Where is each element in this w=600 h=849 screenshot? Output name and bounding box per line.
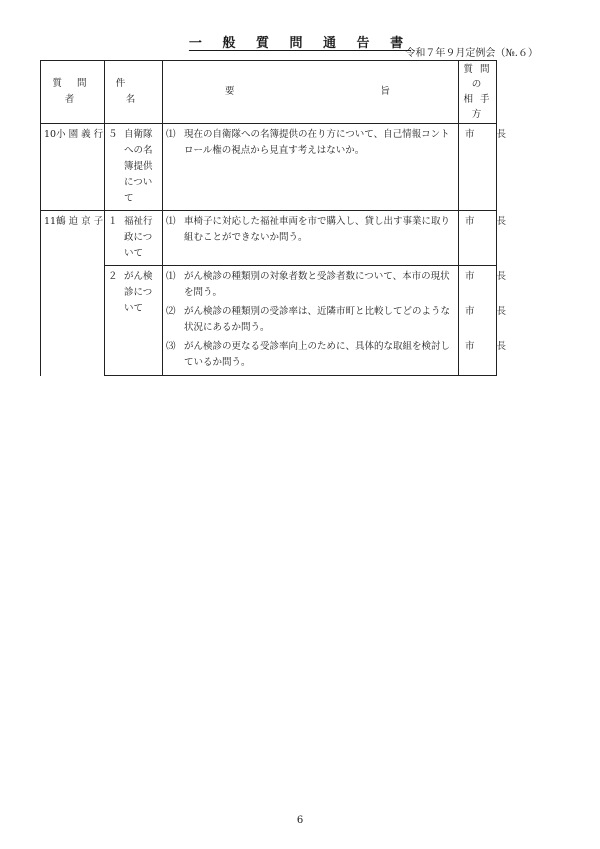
respondent-cell: 市長 市長 市長 <box>459 266 497 376</box>
session-label: 令和７年９月定例会（№.６） <box>405 48 538 59</box>
questioner-cell: 11鶴 迫 京 子 <box>41 211 105 376</box>
table-header-row <box>41 61 497 124</box>
page-number: 6 <box>296 815 304 826</box>
gist-cell: ⑴ がん検診の種類別の対象者数と受診者数について、本市の現状を問う。 ⑵ がん検診の種類別の受診率は、近隣市町と比較してどのような状況にあるか問う。 ⑶ がん検診の更なる受診率向上のために、具体的な取組を検討しているか問う。 <box>163 266 459 376</box>
questioner-cell: 10小 園 義 行 <box>41 124 105 211</box>
table-row <box>41 124 497 211</box>
gist-cell: ⑴ 現在の自衛隊への名簿提供の在り方について、自己情報コントロール権の視点から見直す考えはないか。 <box>163 124 459 211</box>
table-row <box>41 211 497 266</box>
table-row <box>41 266 497 376</box>
header-respondent: 質 問 の 相 手 方 <box>459 61 497 124</box>
respondent-cell: 市長 <box>459 211 497 266</box>
subject-cell: ２ がん検診について <box>105 266 163 376</box>
respondent-cell: 市長 <box>459 124 497 211</box>
question-notice-table <box>40 60 529 376</box>
header-questioner: 質 問 者 <box>41 61 105 124</box>
header-gist: 要 旨 <box>163 61 459 124</box>
header-subject: 件名 <box>105 61 163 124</box>
subject-cell: ５ 自衛隊への名簿提供について <box>105 124 163 211</box>
subject-cell: １ 福祉行政について <box>105 211 163 266</box>
document-title: 一 般 質 問 通 告 書 <box>188 36 412 51</box>
gist-cell: ⑴ 車椅子に対応した福祉車両を市で購入し、貸し出す事業に取り組むことができないか問う。 <box>163 211 459 266</box>
